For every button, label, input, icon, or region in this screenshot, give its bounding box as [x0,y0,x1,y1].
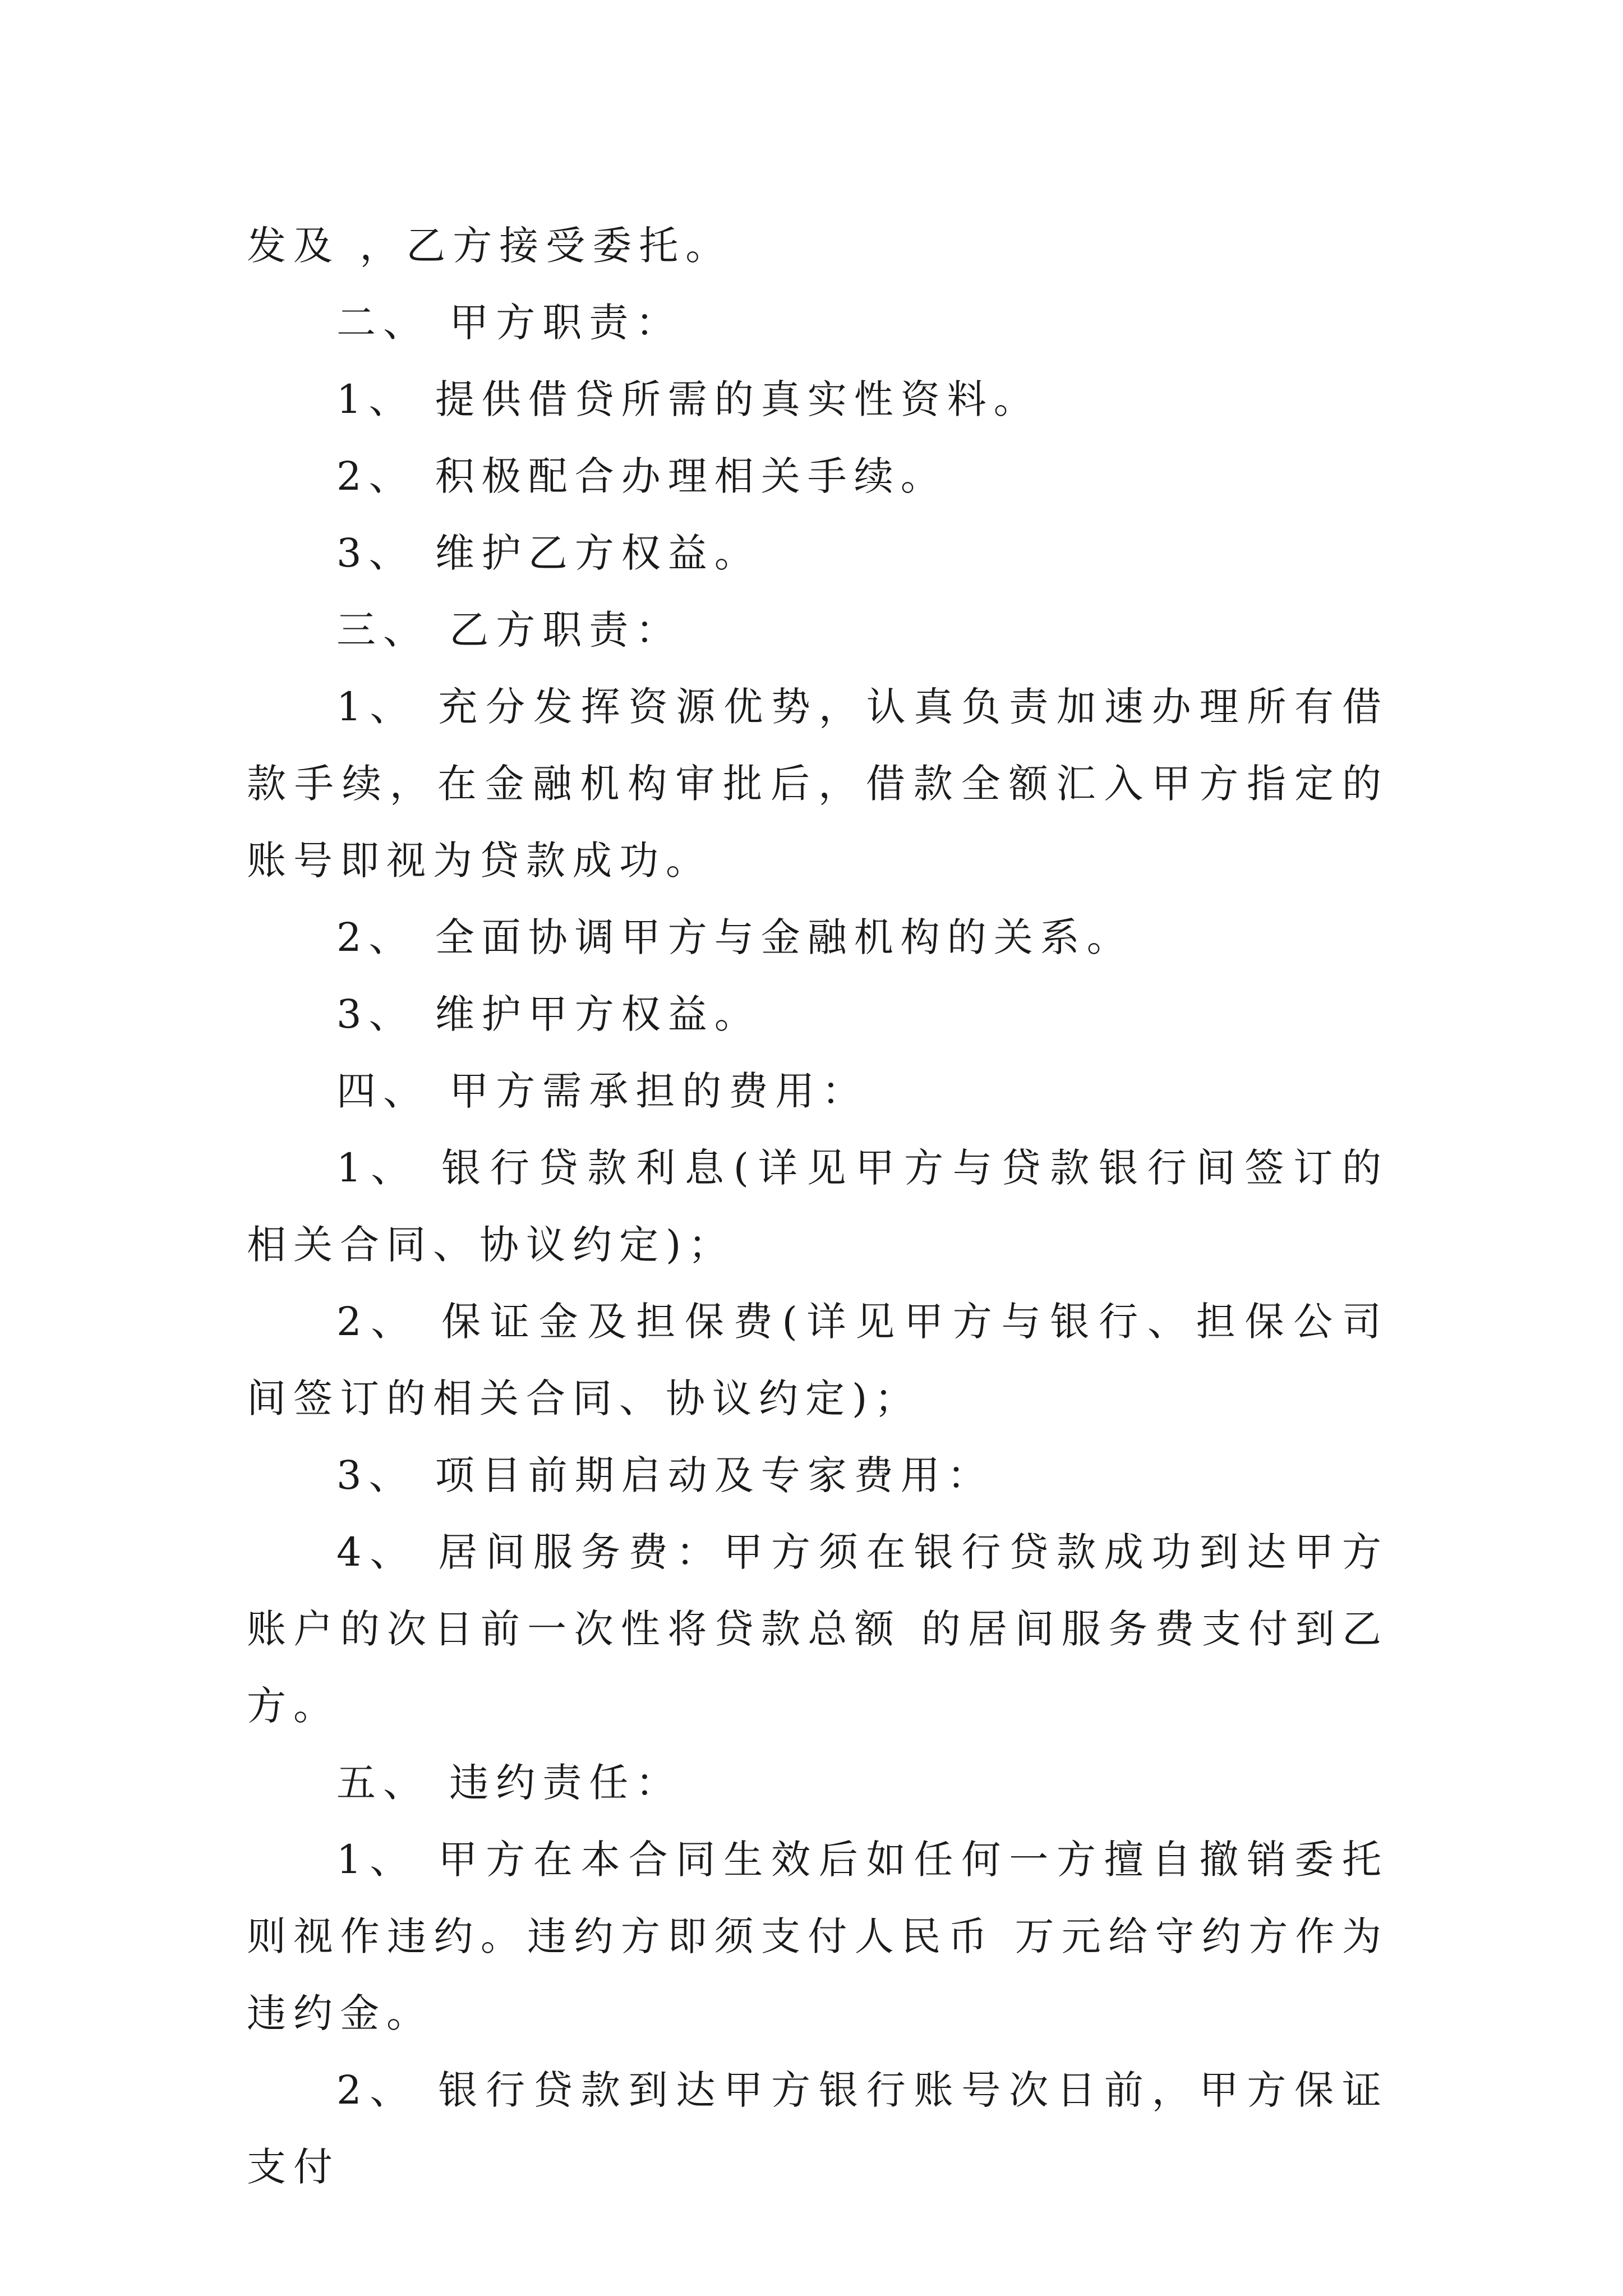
list-item: 1、 甲方在本合同生效后如任何一方擅自撤销委托则视作违约。违约方即须支付人民币 万元给守约方作为违约金。 [247,1837,1389,2036]
list-item: 1、 银行贷款利息(详见甲方与贷款银行间签订的相关合同、协议约定)； [247,1145,1389,1268]
list-item: 3、 维护乙方权益。 [336,530,761,576]
document-body [247,208,1389,2206]
list-item: 2、 积极配合办理相关手续。 [336,453,947,499]
list-item: 2、 保证金及担保费(详见甲方与银行、担保公司间签订的相关合同、协议约定)； [247,1299,1389,1421]
section-heading: 四、 甲方需承担的费用： [336,1068,869,1114]
section-heading: 五、 违约责任： [336,1760,683,1806]
section-heading: 二、 甲方职责： [336,300,683,346]
list-item: 1、 充分发挥资源优势，认真负责加速办理所有借款手续，在金融机构审批后，借款全额汇入甲方指定的账号即视为贷款成功。 [247,684,1389,884]
paragraph: 发及 ，乙方接受委托。 [247,223,732,269]
list-item: 2、 全面协调甲方与金融机构的关系。 [336,914,1133,960]
list-item: 2、 银行贷款到达甲方银行账号次日前，甲方保证支付 [247,2067,1389,2190]
list-item: 3、 维护甲方权益。 [336,991,761,1037]
list-item: 3、 项目前期启动及专家费用： [336,1452,994,1498]
section-heading: 三、 乙方职责： [336,607,683,653]
list-item: 4、 居间服务费：甲方须在银行贷款成功到达甲方账户的次日前一次性将贷款总额 的居间服务费支付到乙方。 [247,1529,1389,1729]
list-item: 1、 提供借贷所需的真实性资料。 [336,376,1040,422]
